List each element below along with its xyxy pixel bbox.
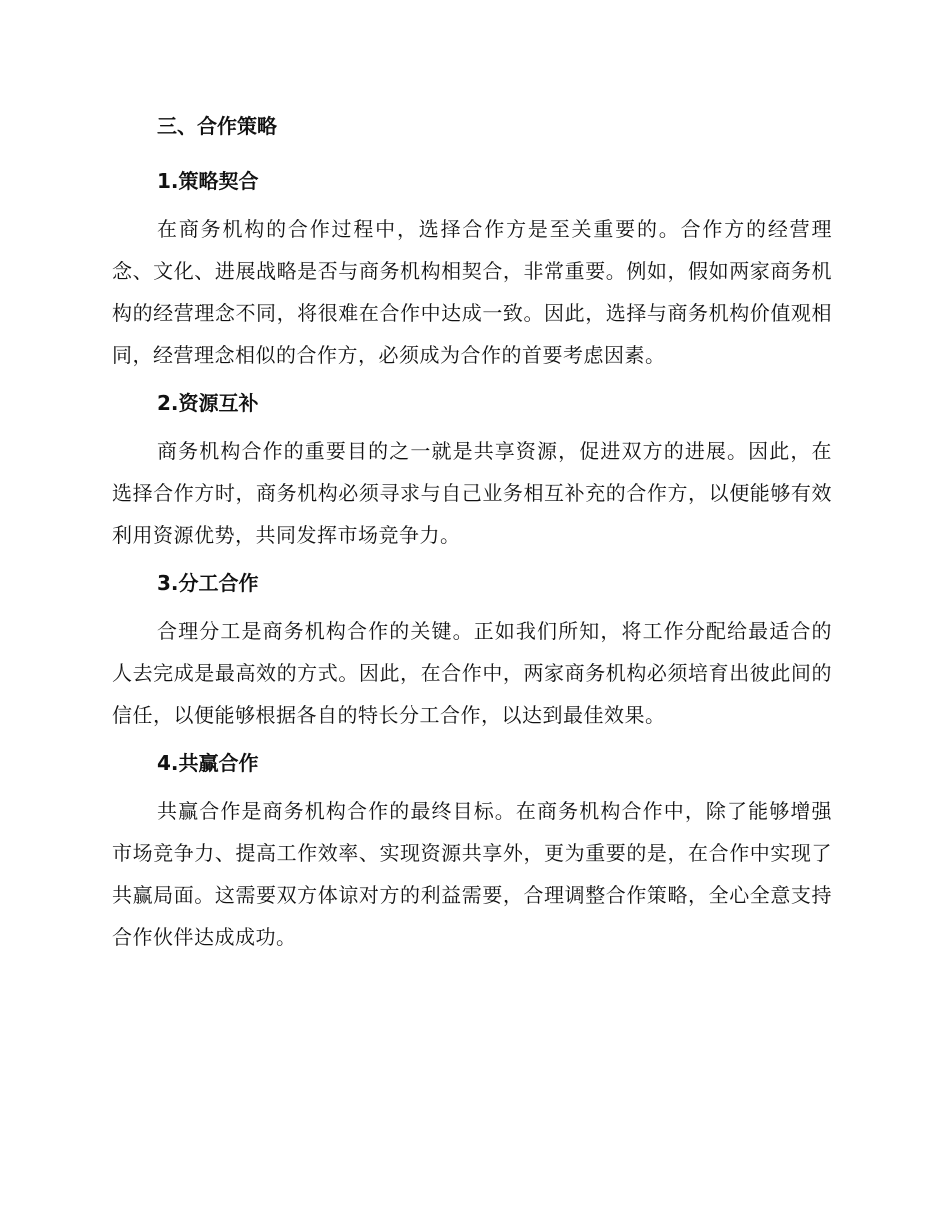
- subsection-heading-2: 2.资源互补: [157, 391, 259, 415]
- subsection-body-4: 共赢合作是商务机构合作的最终目标。在商务机构合作中，除了能够增强市场竞争力、提高工作效率、实现资源共享外，更为重要的是，在合作中实现了共赢局面。这需要双方体谅对方的利益需要，合理调整合作策略，全心全意支持合作伙伴达成成功。: [112, 799, 832, 949]
- subsection-body-1: 在商务机构的合作过程中，选择合作方是至关重要的。合作方的经营理念、文化、进展战略是否与商务机构相契合，非常重要。例如，假如两家商务机构的经营理念不同，将很难在合作中达成一致。因此，选择与商务机构价值观相同，经营理念相似的合作方，必须成为合作的首要考虑因素。: [112, 217, 832, 367]
- subsection-body-3: 合理分工是商务机构合作的关键。正如我们所知，将工作分配给最适合的人去完成是最高效的方式。因此，在合作中，两家商务机构必须培育出彼此间的信任，以便能够根据各自的特长分工合作，以达到最佳效果。: [112, 619, 832, 727]
- section-title: 三、合作策略: [157, 114, 277, 138]
- subsection-heading-3: 3.分工合作: [157, 571, 259, 595]
- document-content: [112, 108, 832, 967]
- subsection-body-2: 商务机构合作的重要目的之一就是共享资源，促进双方的进展。因此，在选择合作方时，商务机构必须寻求与自己业务相互补充的合作方，以便能够有效利用资源优势，共同发挥市场竞争力。: [112, 439, 832, 547]
- subsection-heading-1: 1.策略契合: [157, 169, 259, 193]
- subsection-heading-4: 4.共赢合作: [157, 751, 259, 775]
